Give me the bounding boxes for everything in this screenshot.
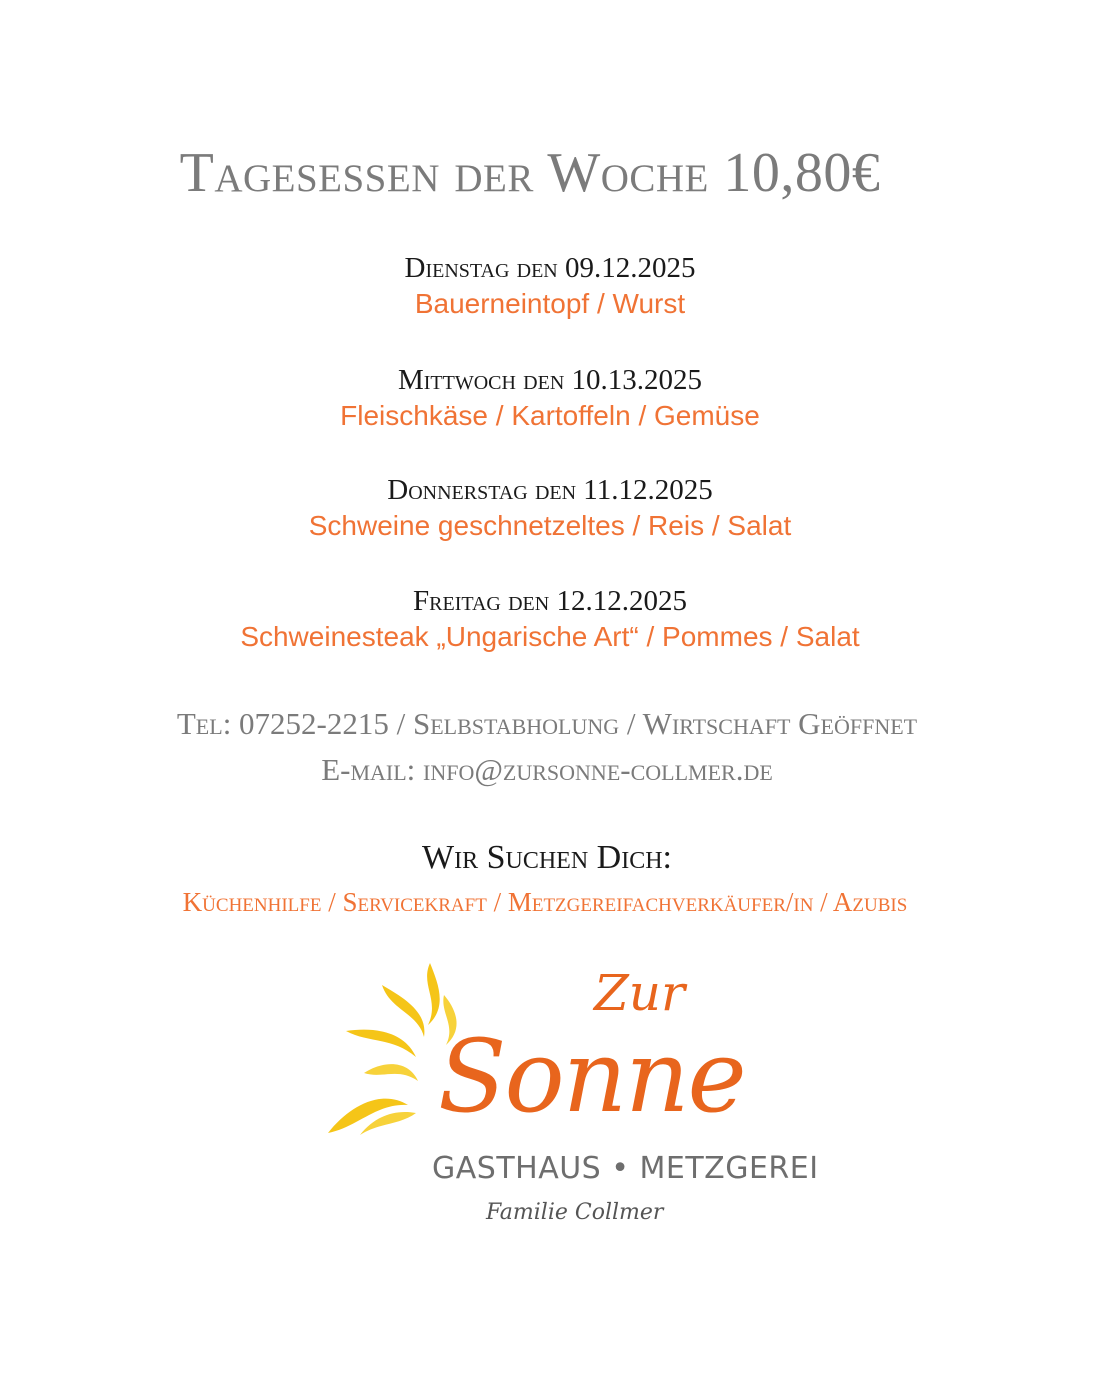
logo-subtitle: GASTHAUS • METZGEREI xyxy=(432,1151,819,1186)
day-entry-wednesday xyxy=(0,362,1100,434)
day-heading: Donnerstag den 11.12.2025 xyxy=(387,474,713,506)
day-entry-friday xyxy=(0,583,1100,655)
page-title: Tagesessen der Woche 10,80€ xyxy=(179,142,881,204)
day-heading: Mittwoch den 10.13.2025 xyxy=(397,364,703,396)
day-entry-thursday xyxy=(0,472,1100,544)
logo-family-name: Familie Collmer xyxy=(486,1200,664,1225)
logo-text-sonne: Sonne xyxy=(438,1018,745,1135)
day-dish: Schweinesteak „Ungarische Art“ / Pommes / Salat xyxy=(240,621,860,652)
restaurant-logo xyxy=(320,955,819,1245)
day-heading: Freitag den 12.12.2025 xyxy=(413,585,687,617)
contact-email-line: E-mail: info@zursonne-collmer.de xyxy=(321,752,773,787)
day-dish: Bauerneintopf / Wurst xyxy=(414,288,686,319)
day-entry-tuesday xyxy=(0,250,1100,322)
jobs-heading: Wir Suchen Dich: xyxy=(422,839,672,876)
jobs-list: Küchenhilfe / Servicekraft / Metzgereifachverkäufer/in / Azubis xyxy=(182,887,908,917)
contact-phone-line: Tel: 07252-2215 / Selbstabholung / Wirtschaft Geöffnet xyxy=(176,706,918,741)
day-heading: Dienstag den 09.12.2025 xyxy=(404,252,696,284)
logo-text-zur: Zur xyxy=(594,964,685,1022)
day-dish: Fleischkäse / Kartoffeln / Gemüse xyxy=(340,400,760,431)
day-dish: Schweine geschnetzeltes / Reis / Salat xyxy=(308,510,792,541)
